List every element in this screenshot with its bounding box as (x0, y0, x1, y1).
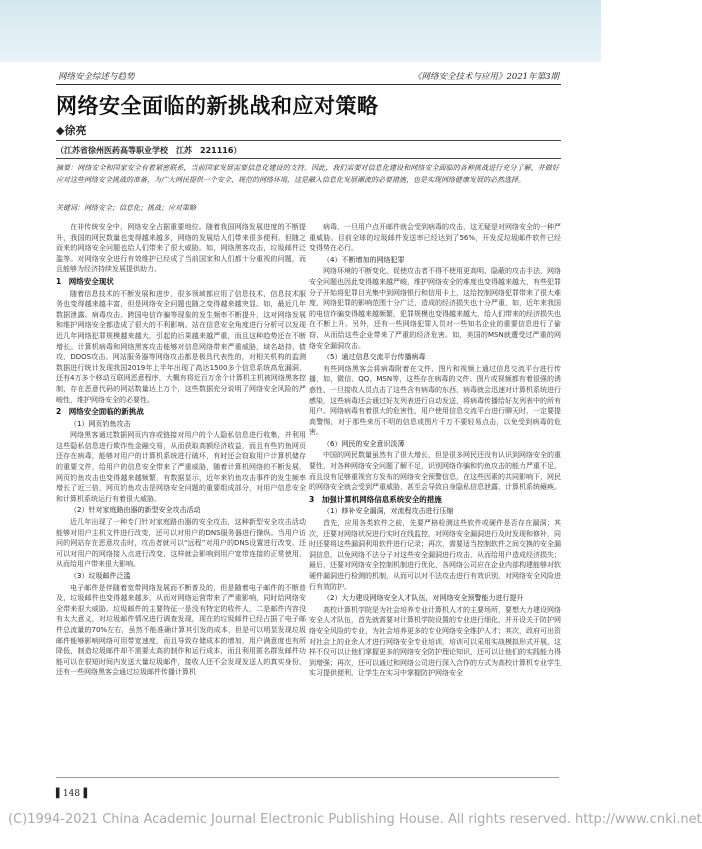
body-paragraph: 有些网络黑客会将病毒附着在文件、图片和视频上通过信息交流平台进行传播，如，微信、QQ、MSN等，这些存在病毒的文件、图片或视频都有着很强的诱惑性，一旦接收人员点击了这些含有病毒的东西，病毒就会迅速对计算机系统进行感染，这些病毒还会通过好友列表进行自动发送，将病毒传播给好友列表中的所有用户。网络病毒有着很大的危害性，用户使用信息交流平台进行聊天时，一定要提高警惕，对于那些来历不明的信息或图片千万不要轻易点击，以免受到病毒的危害。 (309, 364, 561, 437)
body-paragraph: 高校计算机学院是为社会培养专业计算机人才的主要场所，要想大力建设网络安全人才队伍，首先就需要对计算机学院设置的专业进行细化，并开设关于防护网络安全风险的专业，为社会培养更多的专业网络安全维护人才；其次，政府可出资对社会上的业余人才进行网络安全专业培训，培训可以采用实战模拟形式开展，这样不仅可以让他们掌握更多的网络安全防护理论知识，还可以让他们的实践能力得到增强；再次，还可以通过和网络公司进行深入合作的方式为高校计算机专业学生实习提供便利，让学生在实习中掌握防护网络安全 (309, 605, 561, 678)
body-paragraph: 病毒，一旦用户点开邮件就会受到病毒的攻击，这无疑是对网络安全的一种严重威胁。目前全球的垃圾邮件发送率已经达到了56%，开发反垃圾邮件软件已经变得势在必行。 (309, 223, 561, 253)
affiliation-top-rule (56, 140, 561, 141)
section-heading: （1）网页钓鱼攻击 (70, 419, 131, 428)
footer-rule (56, 777, 559, 778)
section-heading: （4）不断增加的网络犯罪 (323, 255, 405, 264)
right-column (309, 222, 561, 679)
keywords: 关键词：网络安全；信息化；挑战；应对策略 (56, 204, 196, 212)
section-heading: （5）通过信息交流平台传播病毒 (323, 353, 426, 362)
abstract: 摘要：网络安全和国家安全有着紧密联系，当前国家发展需要信息化建设的支持。因此，我们需要对信息化建设和网络安全面临的各种挑战进行充分了解，并做好应对这些网络安全挑战的准备，为广大网民提供一个安全、规范的网络环境，这是融入信息化发展潮流的必要措施，也是实现网络健康发展的必然选择。 (56, 164, 559, 184)
section-heading: （2）大力建设网络安全人才队伍，对网络安全预警能力进行提升 (323, 594, 524, 603)
page-number: ▌148▐ (56, 789, 88, 799)
body-paragraph: 中国的网民数量虽然有了很大增长，但是很多网民还没有认识到网络安全的重要性，对各种网络安全问题了解不足，识别网络诈骗和钓鱼攻击的能力严重不足，而且没有足够重视官方发布的网络安全预警信息，在这些因素的共同影响下，网民的网络安全就会受到严重威胁，甚至会导致自身隐私信息泄露，计算机系统瘫痪。 (309, 451, 561, 492)
affiliation-bottom-rule (56, 158, 561, 159)
body-paragraph: 随着信息技术的不断发展和进步，很多领域都应用了信息技术，信息技术服务也变得越来越丰富，但是网络安全问题也随之变得越来越突显。如，最近几年数据泄露、病毒攻击、跨国电信诈骗等现象的发生频率不断提升，这对网络发展和维护网络安全都造成了很大的不利影响。站在信息安全角度进行分析可以发现近几年网络犯罪规模越来越大，引起的后果越来越严重，而且这种趋势还在不断增长。计算机病毒和网络黑客攻击能够对信息网络带来严重威胁，域名劫持、债攻、DDOS攻击、网站服务器等网络攻击都是极具代表性的，对相关机构的监测数据进行统计发现我国2019年上半年出现了高达1500多个信息系统高危漏洞，还有4万多个移动互联网恶意程序，大概有将近百万余个计算机主机被网络黑客控制，存在恶意代码的网站数量达上万个，这些数据充分说明了网络安全风险的严峻性，维护网络安全的必要性。 (56, 289, 306, 404)
section-heading: （6）网民的安全意识淡薄 (323, 439, 405, 448)
running-header-left: 网络安全综述与趋势 (58, 72, 135, 82)
left-column (56, 222, 306, 678)
section-heading: （1）修补安全漏洞，对流程攻击进行压缩 (323, 507, 454, 516)
section-heading: 3 加强计算机网络信息系统安全的措施 (309, 494, 442, 504)
body-paragraph: 电子邮件是伴随着宽带网络发展而不断普及的，但是随着电子邮件的不断普及，垃圾邮件也变得越来越多，从而对网络运营带来了严重影响，同时给网络安全带来很大威胁。垃圾邮件的主要特征一是没有特定的收件人，二是邮件内容没有太大意义，对垃圾邮件情况进行调查发现，现在的垃圾邮件已经占据了电子邮件总流量的70%左右，虽然不能准确计算其引发的成本，但是可以明显发现垃圾邮件能够影响网络可用带宽速度，而且导致存储成本的增加，用户满意度也有所降低，制造垃圾邮件却不需要太高的制作和运行成本，而且利用匿名群发邮件功能可以在很短时间内发送大量垃圾邮件，接收人还不会发现发送人的真实身份，还有一些网络黑客会通过垃圾邮件传播计算机 (56, 583, 306, 677)
section-heading: 1 网络安全现状 (56, 276, 114, 286)
body-paragraph: 网络环境的不断变化，促使攻击者不得不使用更高明、隐蔽的攻击手法，网络安全问题也因此变得越来越严峻，维护网络安全的难度也变得越来越大，有些犯罪分子开始将犯罪目光集中到网络银行和信用卡上，这给控制网络犯罪带来了很大难度，网络犯罪的影响范围十分广泛，造成的经济损失也十分严重，如，近年来我国的电信诈骗变得越来越频繁，犯罪规模也变得越来越大，给人们带来的经济损失也在不断上升。另外，还有一些网络犯罪人员对一些知名企业的重要信息进行了偷窃，从而给这些企业带来了严重的经济危害。如，美国的MSN就遭受过严重的网络安全漏洞攻击。 (309, 267, 561, 350)
page-header-band (0, 0, 601, 62)
section-heading: 2 网络安全面临的新挑战 (56, 407, 144, 417)
section-heading: （3）垃圾邮件泛滥 (70, 572, 131, 580)
running-header-right: 《网络安全技术与应用》2021年第3期 (412, 72, 559, 82)
article-title: 网络安全面临的新挑战和应对策略 (56, 94, 379, 118)
body-paragraph: 网络黑客通过数据网页内容或链接对用户的个人隐私信息进行收集，并利用这些隐私信息进行欺诈性金融交易，从而获取高额经济收益，而且有些钓鱼网页还存在病毒，能够对用户的计算机系统进行破坏，有时还会窃取用户计算机储存的重要文件，给用户的信息安全带来了严重威胁，随着计算机网络的不断发展，网页钓鱼攻击也变得越来越频繁，有数据显示，近年来钓鱼攻击事件的发生频率增长了近三倍，网页钓鱼攻击是网络安全问题的重要组成部分，对用户信息安全和计算机系统运行有着很大威胁。 (56, 431, 306, 503)
body-paragraph: 在非传统安全中，网络安全占据重要地位。随着我国网络发展进度的不断提升，我国的网民数量也变得越来越多，网络的发展给人们带来很多便利。但随之而来的网络安全问题也给人们带来了很大威胁。如，网络黑客攻击，垃圾邮件泛滥等。对网络安全进行有效维护已经成了当前国家和人们都十分重视的问题，而且能够为经济持续发展提供助力。 (56, 223, 306, 274)
body-paragraph: 近几年出现了一种专门针对家庭路由器的安全攻击，这种新型安全攻击活动能够对用户主机文件进行改变，还可以对用户的DNS服务器进行操纵。当用户访问的网站存在恶意攻击时，攻击者就可以“远程”对用户的DNS设置进行改变，还可以对用户的网络接入点进行改变，这样就会影响到用户宽带连接的正常使用，从而给用户带来很大影响。 (56, 518, 306, 569)
header-rule (56, 84, 561, 85)
affiliation: （江苏省徐州医药高等职业学校 江苏 221116） (56, 146, 242, 155)
section-heading: （2）针对家庭路由器的新型安全攻击活动 (70, 506, 201, 515)
author: ◆徐亮 (56, 124, 87, 137)
copyright-watermark: (C)1994-2021 China Academic Journal Electronic Publishing House. All rights reserved. http://www.cnki.net (8, 812, 702, 827)
body-paragraph: 首先，应用各类软件之前，先要严格检测这些软件或硬件是否存在漏洞；其次，还要对网络状况进行实时在线监控，对网络安全漏洞进行及时发现和修补，同时还要将这些漏洞利用软件进行记录；再次，需要适当控制软件之间交换的安全漏洞信息，以免网络不法分子对这些安全漏洞进行攻击，从而给用户造成经济损失；最后，还要对网络安全控制机制进行优化，各网络公司应在企业内部构建能够对软硬件漏洞进行检测的机制，从而可以对不法攻击进行有效识别，对网络安全风险进行有效防护。 (309, 519, 561, 591)
